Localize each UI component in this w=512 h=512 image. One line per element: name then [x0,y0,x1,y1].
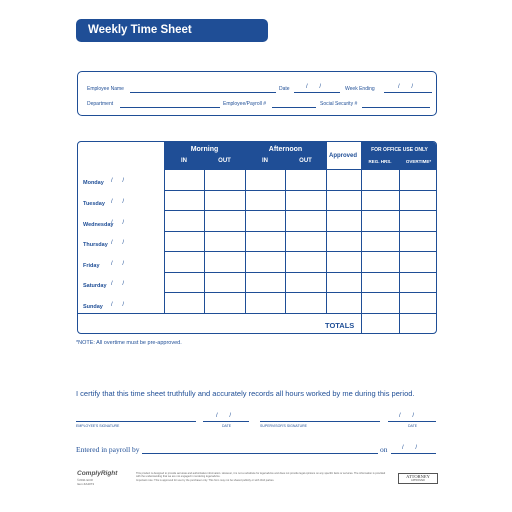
disclaimer [136,472,386,482]
day-label-friday: Friday [83,263,100,269]
totals-label: TOTALS [325,321,355,330]
day-label-wednesday: Wednesday [83,222,114,228]
date-label: Date [279,86,290,92]
social-security-label: Social Security # [320,101,358,107]
entered-on-slashes: / / [402,445,423,451]
complyright-logo: ComplyRight [77,470,118,477]
disclaimer-text: This product is designed to provide accurate and authoritative information. However, it is not a substitute for legal advice and does not provide legal opinions on any specific facts or services. The information is provided with the understanding that we are not engaged in rendering legal advice. [136,472,386,479]
day-date-thursday[interactable]: / / [111,240,129,246]
supervisor-date-field[interactable] [388,421,436,422]
grid-vline [326,142,327,313]
day-date-friday[interactable]: / / [111,261,129,267]
week-ending-slashes: / / [398,84,419,90]
reg-hrs-label: REG. HRS. [368,159,392,164]
supervisor-date-label: DATE [408,424,418,428]
department-label: Department [87,101,114,107]
grid-hline [78,313,437,314]
afternoon-in-label: IN [262,158,268,164]
office-use-label: FOR OFFICE USE ONLY [371,147,428,153]
overtime-label: OVERTIME* [405,159,432,164]
morning-label: Morning [190,146,219,153]
employee-name-field[interactable] [130,92,276,93]
page-title: Weekly Time Sheet [76,19,268,42]
grid-vline [361,142,362,334]
supervisor-signature-field[interactable] [260,421,380,422]
department-field[interactable] [120,107,220,108]
grid-hline [164,169,437,170]
grid-hline [164,292,437,293]
morning-out-label: OUT [218,158,231,164]
day-label-tuesday: Tuesday [83,201,105,207]
day-date-sunday[interactable]: / / [111,302,129,308]
grid-vline [164,142,165,313]
date-slashes: / / [306,84,327,90]
employee-signature-field[interactable] [76,421,196,422]
employee-date-field[interactable] [203,421,249,422]
entered-in-payroll-label: Entered in payroll by [76,445,140,454]
morning-in-label: IN [181,158,187,164]
social-security-field[interactable] [362,107,430,108]
employee-date-slashes: / / [216,413,237,419]
certify-statement: I certify that this time sheet truthfully and accurately records all hours worked by me during this period. [76,389,415,398]
week-ending-field[interactable] [384,92,432,93]
logo-sub-line-1: ©2011 ECR [77,478,93,482]
attorney-approved-badge: ATTORNEY [398,473,438,484]
supervisor-date-slashes: / / [399,413,420,419]
employee-name-label: Employee Name [87,86,124,92]
entered-by-field[interactable] [142,453,378,454]
grid-hline [164,272,437,273]
approved-label: Approved [329,153,358,159]
week-ending-label: Week Ending [345,86,375,92]
logo-sub-line-2: Item #A4073 [77,481,95,486]
day-label-sunday: Sunday [83,304,103,310]
employee-info-box [77,71,437,116]
day-date-saturday[interactable]: / / [111,281,129,287]
employee-payroll-field[interactable] [272,107,316,108]
day-label-saturday: Saturday [83,283,107,289]
day-label-monday: Monday [83,180,104,186]
date-field[interactable] [294,92,340,93]
employee-payroll-label: Employee/Payroll # [223,101,267,107]
afternoon-label: Afternoon [268,146,303,153]
grid-hline [164,231,437,232]
on-label: on [380,445,388,454]
day-date-wednesday[interactable]: / / [111,220,129,226]
logo-sub [77,479,94,486]
afternoon-out-label: OUT [299,158,312,164]
overtime-note: *NOTE: All overtime must be pre-approved. [76,340,182,346]
employee-signature-label: EMPLOYEE'S SIGNATURE [76,424,120,428]
entered-on-field[interactable] [391,453,436,454]
day-date-tuesday[interactable]: / / [111,199,129,205]
grid-hline [164,210,437,211]
day-label-thursday: Thursday [83,242,108,248]
supervisor-signature-label: SUPERVISOR'S SIGNATURE [260,424,308,428]
grid-hline [164,190,437,191]
disclaimer-note: Important note: This is approved for use by the purchaser only. This form may not be shared publicly or with third parties. [136,478,275,482]
grid-hline [164,251,437,252]
employee-date-label: DATE [222,424,232,428]
attorney-approved-sub: APPROVED [411,479,425,482]
day-date-monday[interactable]: / / [111,178,129,184]
time-grid [77,141,437,334]
